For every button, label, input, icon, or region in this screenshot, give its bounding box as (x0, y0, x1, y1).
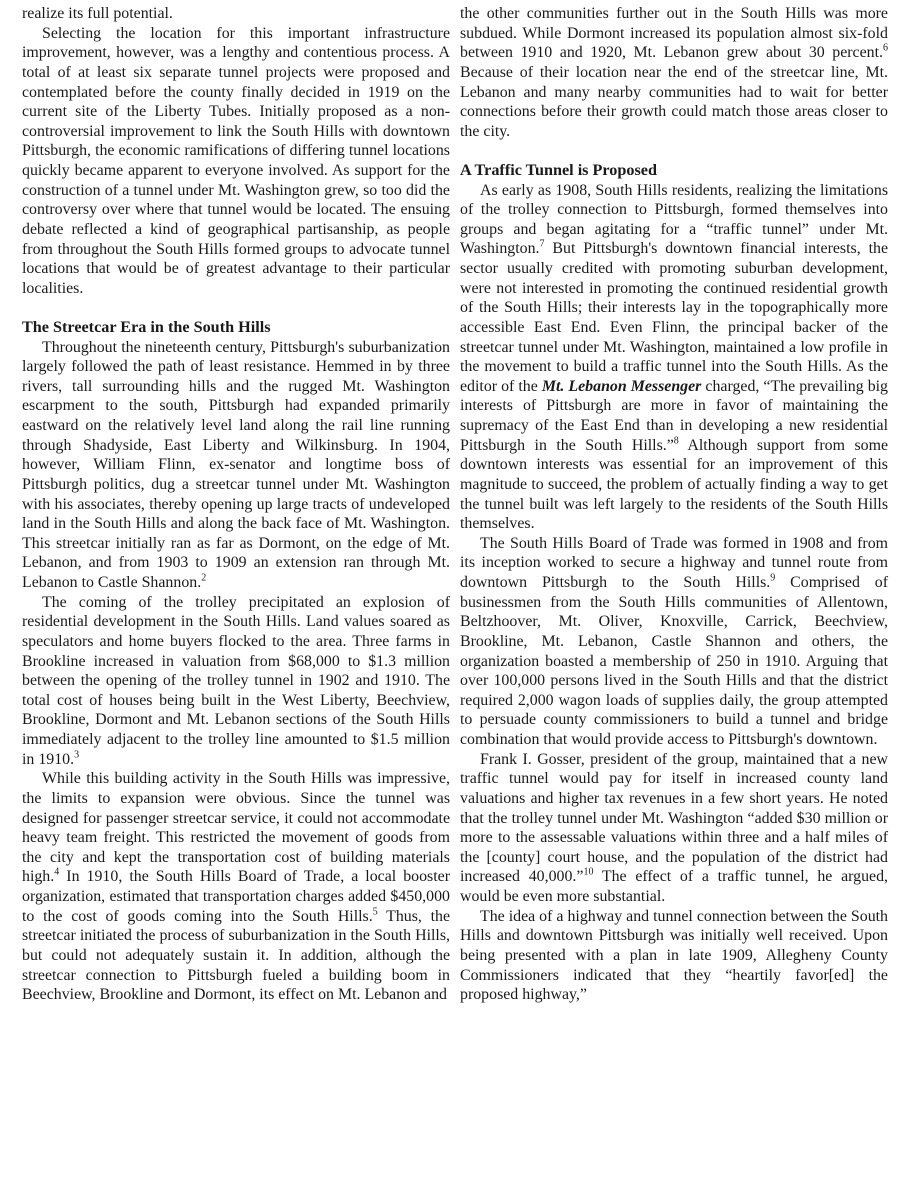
paragraph (460, 750, 888, 907)
paragraph-text: As early as 1908, South Hills residents, realizing the limitations of the trolley connection to Pittsburgh, formed themselves into groups and began agitating for a “traffic tunnel” under Mt. Washington. (460, 181, 888, 258)
paragraph (22, 769, 450, 1005)
paragraph-text: charged, “The prevailing big interests of Pittsburgh are more in favor of maintaining the supremacy of the East End than in developing a new residential Pittsburgh in the South Hills.” (460, 377, 888, 454)
paragraph-text: Although support from some downtown interests was essential for an improvement of this magnitude to succeed, the problem of actually finding a way to get the tunnel built was left largely to the residents of the South Hills themselves. (460, 436, 888, 533)
paragraph (22, 593, 450, 770)
footnote-ref: 2 (201, 572, 207, 584)
paragraph-text: In 1910, the South Hills Board of Trade, a local booster organization, estimated that transportation charges added $450,000 to the cost of goods coming into the South Hills. (22, 868, 450, 925)
paragraph (460, 181, 888, 534)
footnote-ref: 3 (74, 749, 80, 761)
paragraph-text: Comprised of businessmen from the South Hills communities of Allentown, Beltzhoover, Mt. Oliver, Knoxville, Carrick, Beechview, Brookline, Mt. Lebanon, Castle Shannon and others, the organization boasted a membership of 250 in 1910. Arguing that over 100,000 persons lived in the South Hills and that the district required 2,000 wagon loads of supplies daily, the group attempted to persuade county commissioners to build a tunnel and bridge combination that would provide access to Pittsburgh's downtown. (460, 574, 889, 749)
paragraph-text: Thus, the streetcar initiated the process of suburbanization in the South Hills, but could not adequately sustain it. In addition, although the streetcar connection to Pittsburgh fueled a building boom in Beechview, Brookline and Dormont, its effect on Mt. Lebanon and (22, 907, 450, 1004)
paragraph-text: The effect of a traffic tunnel, he argued, would be even more substantial. (460, 868, 888, 906)
paragraph-text: Throughout the nineteenth century, Pittsburgh's suburbanization largely followed the path of least resistance. Hemmed in by three rivers, tall surrounding hills and the rugged Mt. Washington escarpment to the south, Pittsburgh had expanded primarily eastward on the relatively level land along the rail line running through Shadyside, East Liberty and Wilkinsburg. In 1904, however, William Flinn, ex-senator and longtime boss of Pittsburgh politics, dug a streetcar tunnel under Mt. Washington with his associates, thereby opening up large tracts of undeveloped land in the South Hills and along the back face of Mt. Washington. This streetcar initially ran as far as Dormont, on the edge of Mt. Lebanon, and from 1903 to 1909 an extension ran through Mt. Lebanon to Castle Shannon. (22, 338, 450, 592)
footnote-ref: 4 (54, 867, 60, 879)
section-heading: A Traffic Tunnel is Proposed (460, 160, 657, 179)
section-heading: The Streetcar Era in the South Hills (22, 317, 271, 336)
paragraph-text: The South Hills Board of Trade was formed in 1908 and from its inception worked to secure a highway and tunnel route from downtown Pittsburgh to the South Hills. (460, 534, 888, 592)
section-gap (460, 141, 888, 161)
paragraph: The idea of a highway and tunnel connection between the South Hills and downtown Pittsburgh was initially well received. Upon being presented with a plan in late 1909, Allegheny County Commissioners indicated that they “heartily favor[ed] the proposed highway,” (460, 907, 888, 1004)
paragraph-text: Because of their location near the end of the streetcar line, Mt. Lebanon and many nearby communities had to wait for better connections before their growth could match those areas closer to the city. (460, 63, 888, 140)
paragraph-text: The coming of the trolley precipitated an explosion of residential development in the South Hills. Land values soared as speculators and home buyers flocked to the area. Three farms in Brookline increased in valuation from $68,000 to $1.3 million between the opening of the trolley tunnel in 1902 and 1910. The total cost of houses being built in the West Liberty, Beechview, Brookline, Dormont and Mt. Lebanon sections of the South Hills immediately adjacent to the trolley line amounted to $1.5 million in 1910. (22, 593, 450, 768)
paragraph-text: But Pittsburgh's downtown financial interests, the sector usually credited with promoting suburban development, were not interested in promoting the continued residential growth of the South Hills; their interests lay in the topographically more accessible East End. Even Flinn, the principal backer of the streetcar tunnel under Mt. Washington, maintained a low profile in the movement to build a traffic tunnel into the South Hills. As the editor of the (460, 240, 888, 395)
paragraph: Selecting the location for this important infrastructure improvement, however, was a lengthy and contentious process. A total of at least six separate tunnel projects were proposed and contemplated before the county finally decided in 1919 on the current site of the Liberty Tubes. Initially proposed as a non-controversial improvement to link the South Hills with downtown Pittsburgh, the economic ramifications of differing tunnel locations quickly became apparent to everyone involved. As support for the construction of a tunnel under Mt. Washington grew, so too did the controversy over where that tunnel would be located. The ensuing debate reflected a kind of geographical partisanship, as people from throughout the South Hills formed groups to advocate tunnel locations that would be of greatest advantage to their particular localities. (22, 24, 450, 297)
paragraph (460, 534, 888, 750)
paragraph-text: the other communities further out in the South Hills was more subdued. While Dormont increased its population almost six-fold between 1910 and 1920, Mt. Lebanon grew about 30 percent. (460, 5, 888, 62)
footnote-ref: 9 (770, 572, 776, 584)
left-column (22, 4, 450, 1005)
footnote-ref: 10 (583, 867, 594, 879)
section-gap (22, 298, 450, 318)
publication-title: Mt. Lebanon Messenger (541, 377, 702, 395)
footnote-ref: 6 (883, 42, 888, 54)
paragraph: realize its full potential. (22, 5, 173, 22)
paragraph (460, 4, 888, 141)
footnote-ref: 8 (673, 435, 679, 447)
paragraph-text: While this building activity in the South Hills was impressive, the limits to expansion were obvious. Since the tunnel was designed for passenger streetcar service, it could not accommodate heavy team freight. This restricted the movement of goods from the city and kept the transportation cost of building materials high. (22, 770, 450, 886)
paragraph (22, 338, 450, 593)
paragraph-text: Frank I. Gosser, president of the group, maintained that a new traffic tunnel would pay for itself in increased county land valuations and higher tax revenues in a few short years. He noted that the trolley tunnel under Mt. Washington “added $30 million or more to the assessable valuations within three and a half miles of the [county] court house, and the population of the district had increased 40,000.” (460, 750, 888, 886)
footnote-ref: 7 (539, 239, 545, 251)
footnote-ref: 5 (372, 906, 378, 918)
right-column (460, 4, 888, 1005)
